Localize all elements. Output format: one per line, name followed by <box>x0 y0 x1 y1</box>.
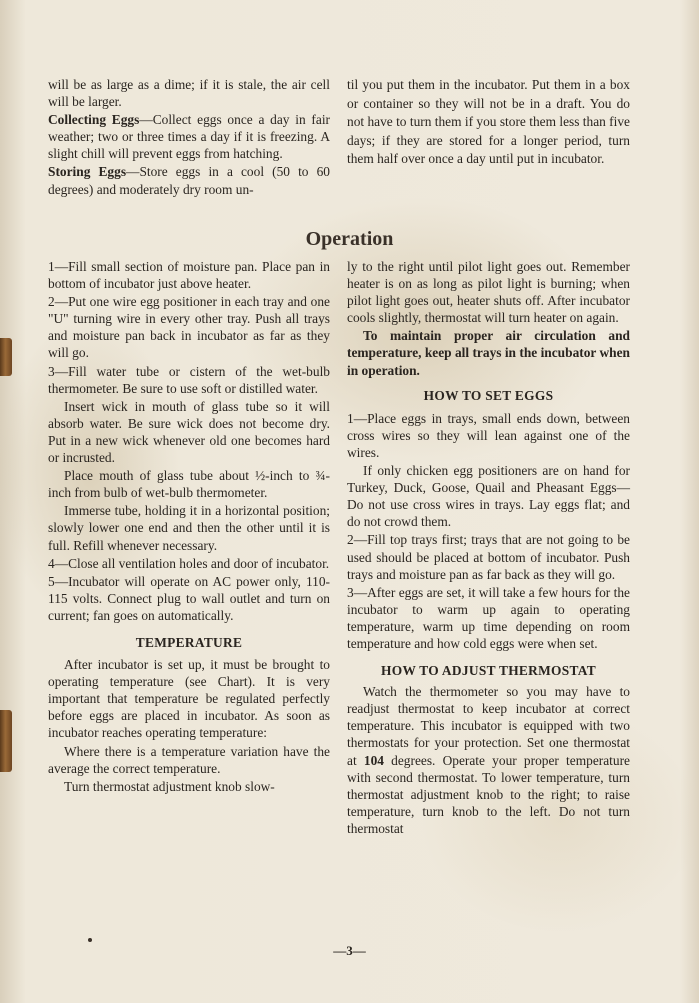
paragraph-set-eggs-positioners: If only chicken egg positioners are on hand for Turkey, Duck, Goose, Quail and Pheasant Eggs—Do not use cross wires in trays. Lay eggs flat; and do not crowd them. <box>347 463 630 530</box>
paragraph-temperature-3: Turn thermostat adjustment knob slow- <box>64 778 275 794</box>
top-right-column <box>347 76 630 170</box>
paragraph-set-eggs-2: 2—Fill top trays first; trays that are not going to be used should be placed at bottom of incubator. Push trays and moisture pan as far back as they will go. <box>347 532 630 582</box>
step-4: 4—Close all ventilation holes and door of incubator. <box>48 555 330 571</box>
step-3-wick: Insert wick in mouth of glass tube so it will absorb water. Be sure wick does not become dry. Put in a new wick whenever old one becomes hard or incrusted. <box>48 398 330 466</box>
step-2: 2—Put one wire egg positioner in each tray and one "U" turning wire in every other tray. Push all trays and moisture pan back in incubator as far as they will go. <box>48 294 330 361</box>
paragraph-pilot-light: ly to the right until pilot light goes out. Remember heater is on as long as pilot light is burning; when pilot light goes out, heater shuts off. After incubator cools slightly, thermostat will turn heater on again. <box>347 259 630 326</box>
heading-storing-eggs: Storing Eggs <box>48 164 127 180</box>
ink-dot <box>88 938 92 942</box>
heading-how-to-set-eggs: HOW TO SET EGGS <box>423 387 554 403</box>
step-3-glass-tube: Place mouth of glass tube about ½-inch to ¾-inch from bulb of wet-bulb thermometer. <box>48 468 330 501</box>
paragraph-temperature-1: After incubator is set up, it must be brought to operating temperature (see Chart). It is very important that temperature be regulated perfectly before eggs are placed in incubator. As soon as incubator reaches operating temperature: <box>48 657 330 741</box>
paragraph-set-eggs-3: 3—After eggs are set, it will take a few hours for the incubator to warm up again to operating temperature, warm up time depending on room temperature and how cold eggs were when set. <box>347 584 630 651</box>
heading-temperature: TEMPERATURE <box>135 634 243 650</box>
left-column <box>48 258 330 796</box>
step-5: 5—Incubator will operate on AC power only, 110-115 volts. Connect plug to wall outlet and turn on current; fan goes on automatically. <box>48 573 330 623</box>
text-ventilation-bold: To maintain proper air circulation and temperature, keep all trays in the incubator when in operation. <box>347 328 630 378</box>
paragraph-storing-eggs <box>48 163 330 197</box>
text-collecting-eggs: —Collect eggs once a day in fair weather; two or three times a day if it is freezing. A slight chill will prevent eggs from hatching. <box>48 112 330 162</box>
paragraph-set-eggs-1: 1—Place eggs in trays, small ends down, between cross wires so they will lean against one of the wires. <box>347 410 630 460</box>
top-left-column <box>48 76 330 199</box>
page-number: —3— <box>333 943 366 958</box>
staple-top <box>0 338 12 376</box>
section-title-operation: Operation <box>305 228 394 250</box>
thermostat-value: 104 <box>363 752 384 768</box>
paragraph-thermostat <box>347 683 630 837</box>
staple-bottom <box>0 710 12 772</box>
step-1: 1—Fill small section of moisture pan. Place pan in bottom of incubator just above heater. <box>48 259 330 292</box>
paragraph-storage-continued: til you put them in the incubator. Put them in a box or container so they will not be in a draft. You do not have to turn them if you store them less than five days; if they are stored for a longer period, turn them half over once a day until put in incubator. <box>347 77 631 167</box>
text-storing-eggs: —Store eggs in a cool (50 to 60 degrees) and moderately dry room un- <box>48 164 330 197</box>
heading-collecting-eggs: Collecting Eggs <box>48 112 140 128</box>
paragraph-air-cell: will be as large as a dime; if it is stale, the air cell will be larger. <box>48 77 330 110</box>
step-3: 3—Fill water tube or cistern of the wet-bulb thermometer. Be sure to use soft or distilled water. <box>48 363 330 396</box>
paragraph-ventilation <box>347 327 630 378</box>
text-thermostat-after: degrees. Operate your proper temperature with second thermostat. To lower temperature, turn thermostat adjustment knob to the right; to raise temperature, turn knob to the left. Do not turn thermostat <box>347 752 630 836</box>
right-column <box>347 258 630 838</box>
paragraph-temperature-2: Where there is a temperature variation have the average the correct temperature. <box>48 743 330 776</box>
paragraph-collecting-eggs <box>48 111 330 162</box>
text-thermostat-before: Watch the thermometer so you may have to readjust thermostat to keep incubator at correct temperature. This incubator is equipped with two thermostats for your protection. Set one thermostat at <box>347 684 630 768</box>
heading-adjust-thermostat: HOW TO ADJUST THERMOSTAT <box>381 663 596 679</box>
step-3-immerse: Immerse tube, holding it in a horizontal position; slowly lower one end and then the other until it is full. Refill whenever necessary. <box>48 503 330 553</box>
